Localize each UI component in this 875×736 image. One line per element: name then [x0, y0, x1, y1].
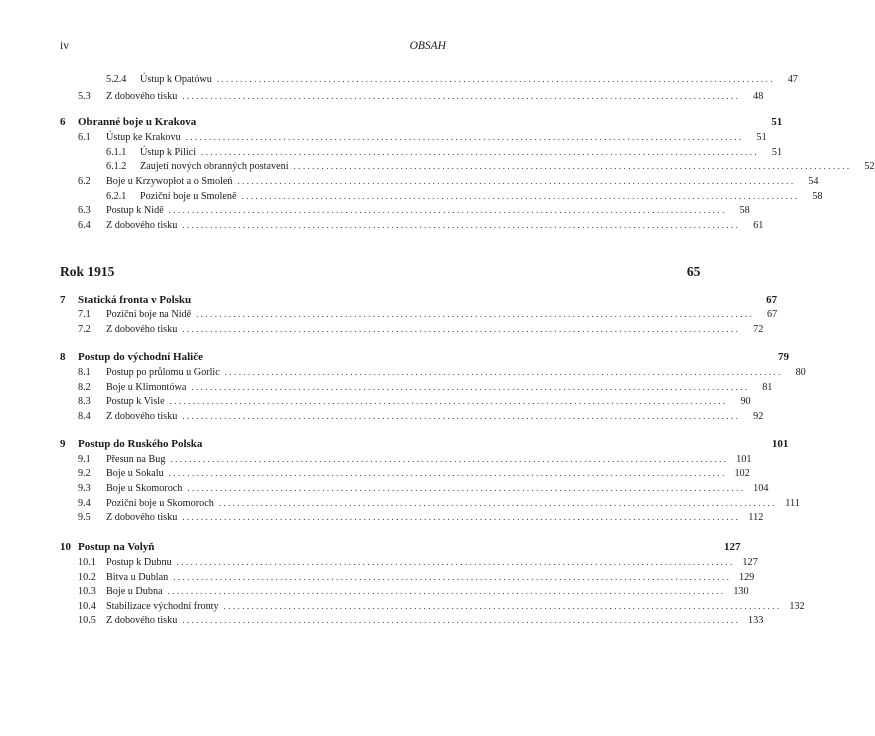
toc-entry — [60, 174, 819, 188]
dot-leader: ........................................................................................................................ — [170, 454, 729, 464]
toc-entry-title: Boje u Skomoroch — [106, 483, 183, 494]
toc-entry-title: Postup do východní Haliče — [78, 351, 203, 363]
toc-entry — [60, 115, 783, 129]
dot-leader: ........................................................................................................................ — [218, 498, 777, 508]
toc-entry-number: 5.2.4 — [106, 74, 127, 85]
toc-entry-number: 6.2 — [78, 176, 91, 187]
toc-entry-page: 104 — [753, 483, 769, 494]
dot-leader: ........................................................................................................................ — [241, 191, 800, 201]
toc-entry — [60, 466, 750, 480]
toc-entry-page: 67 — [766, 309, 778, 320]
toc-entry — [60, 130, 767, 144]
dot-leader: ........................................................................................................................ — [191, 382, 750, 392]
toc-entry-title: Statická fronta v Polsku — [78, 294, 192, 306]
toc-entry-page: 81 — [762, 382, 773, 393]
toc-entry-title: Boje u Dubna — [106, 586, 163, 597]
toc-entry-number: 6.1 — [78, 132, 91, 143]
toc-entry-title: Poziční boje u Smoleně — [140, 191, 237, 202]
toc-entry-title: Postup k Visle — [106, 396, 165, 407]
toc-entry-number: 6.3 — [78, 205, 91, 216]
toc-entry-page: 102 — [734, 468, 750, 479]
toc-entry-page: 51 — [771, 116, 783, 128]
toc-entry-page: 127 — [723, 541, 741, 553]
toc-entry-page: 47 — [787, 74, 798, 85]
toc-entry-page: 51 — [771, 147, 783, 158]
dot-leader: ........................................................................................................................ — [182, 411, 741, 421]
toc-entry — [60, 145, 783, 159]
toc-entry-title: Postup na Volyň — [78, 541, 155, 553]
toc-entry-number: 9.5 — [78, 512, 91, 523]
toc-entry-number: 9 — [60, 438, 66, 450]
toc-entry — [60, 409, 764, 423]
toc-entry — [60, 540, 741, 554]
dot-leader: ........................................................................................................................ — [182, 512, 741, 522]
toc-entry-page: 133 — [748, 615, 764, 626]
toc-entry-title: Poziční boje na Nidě — [106, 309, 192, 320]
toc-entry-number: 8.4 — [78, 411, 91, 422]
toc-entry-page: 101 — [736, 454, 752, 465]
toc-entry-page: 67 — [766, 294, 778, 306]
toc-entry-number: 6.4 — [78, 220, 91, 231]
toc-entry-number: 10.1 — [78, 557, 96, 568]
toc-entry-page: 127 — [742, 557, 758, 568]
toc-entry — [60, 350, 789, 364]
toc-entry-title: Bitva u Dublan — [106, 572, 169, 583]
toc-entry-number: 9.1 — [78, 454, 91, 465]
toc-entry — [60, 293, 778, 307]
dot-leader: ........................................................................................................................ — [168, 205, 727, 215]
toc-entry-title: Z dobového tisku — [106, 324, 178, 335]
toc-entry-title: Z dobového tisku — [106, 91, 178, 102]
toc-entry-number: 6.2.1 — [106, 191, 127, 202]
toc-entry-page: 51 — [756, 132, 767, 143]
toc-entry-number: 7.1 — [78, 309, 91, 320]
toc-entry-page: 92 — [753, 411, 764, 422]
toc-entry-page: 130 — [733, 586, 749, 597]
toc-entry — [60, 218, 764, 232]
toc-entry-page: 54 — [808, 176, 819, 187]
toc-entry-number: 10.2 — [78, 572, 96, 583]
dot-leader: ........................................................................................................................ — [167, 586, 726, 596]
toc-entry — [60, 570, 755, 584]
toc-entry — [60, 189, 823, 203]
toc-entry-page: 58 — [739, 205, 750, 216]
toc-entry — [60, 437, 789, 451]
dot-leader: ........................................................................................................................ — [173, 572, 732, 582]
toc-entry — [60, 510, 764, 524]
toc-entry — [60, 394, 751, 408]
dot-leader: ........................................................................................................................ — [224, 367, 783, 377]
toc-entry-page: 58 — [812, 191, 823, 202]
dot-leader: ........................................................................................................................ — [237, 176, 796, 186]
dot-leader: ........................................................................................................................ — [182, 615, 741, 625]
toc-entry — [60, 481, 769, 495]
dot-leader: ........................................................................................................................ — [182, 324, 741, 334]
toc-entry-page: 90 — [740, 396, 751, 407]
toc-entry-page: 80 — [795, 367, 806, 378]
toc-entry-page: 111 — [785, 498, 800, 509]
toc-entry-title: Boje u Sokalu — [106, 468, 164, 479]
toc-entry-title: Postup k Dubnu — [106, 557, 172, 568]
toc-entry — [60, 89, 764, 103]
toc-entry-title: Boje u Klimontówa — [106, 382, 187, 393]
dot-leader: ........................................................................................................................ — [196, 309, 755, 319]
toc-entry-title: Ústup k Opatówu — [140, 74, 212, 85]
dot-leader: ........................................................................................................................ — [169, 396, 728, 406]
toc-entry-number: 6.1.2 — [106, 161, 127, 172]
page-number-label: iv — [60, 40, 69, 52]
toc-entry-page: 52 — [864, 161, 875, 172]
toc-entry-page: 65 — [686, 264, 701, 279]
toc-entry-title: Stabilizace východní fronty — [106, 601, 219, 612]
toc-entry — [60, 613, 764, 627]
toc-entry-title: Postup k Nidě — [106, 205, 164, 216]
dot-leader: ........................................................................................................................ — [201, 147, 760, 157]
toc-entry-page: 132 — [789, 601, 805, 612]
toc-entry-title: Poziční boje u Skomoroch — [106, 498, 214, 509]
toc-entry-number: 9.3 — [78, 483, 91, 494]
toc-part — [60, 263, 701, 281]
dot-leader: ........................................................................................................................ — [168, 468, 727, 478]
toc-entry-page: 61 — [753, 220, 764, 231]
toc-entry-number: 9.2 — [78, 468, 91, 479]
toc-entry-title: Ústup k Pilici — [140, 147, 197, 158]
toc-entry-page: 72 — [753, 324, 764, 335]
running-header — [60, 40, 446, 56]
toc-entry-number: 10 — [60, 541, 71, 553]
toc-entry — [60, 555, 758, 569]
toc-entry — [60, 599, 805, 613]
dot-leader: ........................................................................................................................ — [223, 601, 782, 611]
toc-entry-number: 8.2 — [78, 382, 91, 393]
toc-entry-page: 112 — [748, 512, 764, 523]
toc-entry-title: Rok 1915 — [60, 264, 115, 279]
toc-entry — [60, 452, 752, 466]
dot-leader: ........................................................................................................................ — [185, 132, 744, 142]
dot-leader: ........................................................................................................................ — [293, 161, 852, 171]
toc-entry-page: 48 — [753, 91, 764, 102]
toc-entry-number: 7 — [60, 294, 66, 306]
toc-entry-title: Ústup ke Krakovu — [106, 132, 181, 143]
toc-entry-page: 129 — [738, 572, 755, 583]
toc-entry — [60, 584, 749, 598]
toc-entry-number: 6 — [60, 116, 66, 128]
toc-entry-page: 101 — [771, 438, 789, 450]
toc-entry-number: 10.5 — [78, 615, 96, 626]
toc-entry — [60, 307, 778, 321]
toc-entry-number: 8 — [60, 351, 66, 363]
toc-entry-title: Přesun na Bug — [106, 454, 166, 465]
dot-leader: ........................................................................................................................ — [182, 91, 741, 101]
toc-entry — [60, 496, 800, 510]
toc-entry-number: 8.3 — [78, 396, 91, 407]
toc-entry-title: Obranné boje u Krakova — [78, 116, 197, 128]
dot-leader: ........................................................................................................................ — [216, 74, 775, 84]
toc-entry-number: 7.2 — [78, 324, 91, 335]
toc-entry-title: Postup do Ruského Polska — [78, 438, 203, 450]
toc-entry — [60, 322, 764, 336]
toc-entry-title: Z dobového tisku — [106, 615, 178, 626]
toc-entry-number: 5.3 — [78, 91, 91, 102]
dot-leader: ........................................................................................................................ — [187, 483, 746, 493]
toc-entry — [60, 159, 875, 173]
running-title: OBSAH — [409, 40, 446, 52]
toc-entry — [60, 203, 750, 217]
toc-entry-title: Z dobového tisku — [106, 512, 178, 523]
dot-leader: ........................................................................................................................ — [182, 220, 741, 230]
toc-entry-number: 10.4 — [78, 601, 96, 612]
toc-entry-title: Postup po průlomu u Gorlic — [106, 367, 220, 378]
toc-entry-title: Z dobového tisku — [106, 411, 178, 422]
toc-entry-number: 10.3 — [78, 586, 96, 597]
toc-entry-page: 79 — [778, 351, 789, 363]
toc-entry-number: 8.1 — [78, 367, 91, 378]
dot-leader: ........................................................................................................................ — [176, 557, 735, 567]
toc-entry-title: Zaujetí nových obranných postavení — [140, 161, 289, 172]
toc-entry — [60, 72, 798, 86]
toc-entry-title: Z dobového tisku — [106, 220, 178, 231]
toc-entry-number: 6.1.1 — [106, 147, 127, 158]
toc-entry — [60, 365, 806, 379]
toc-entry — [60, 380, 773, 394]
toc-entry-title: Boje u Krzywopłot a o Smoleń — [106, 176, 233, 187]
toc-entry-number: 9.4 — [78, 498, 91, 509]
